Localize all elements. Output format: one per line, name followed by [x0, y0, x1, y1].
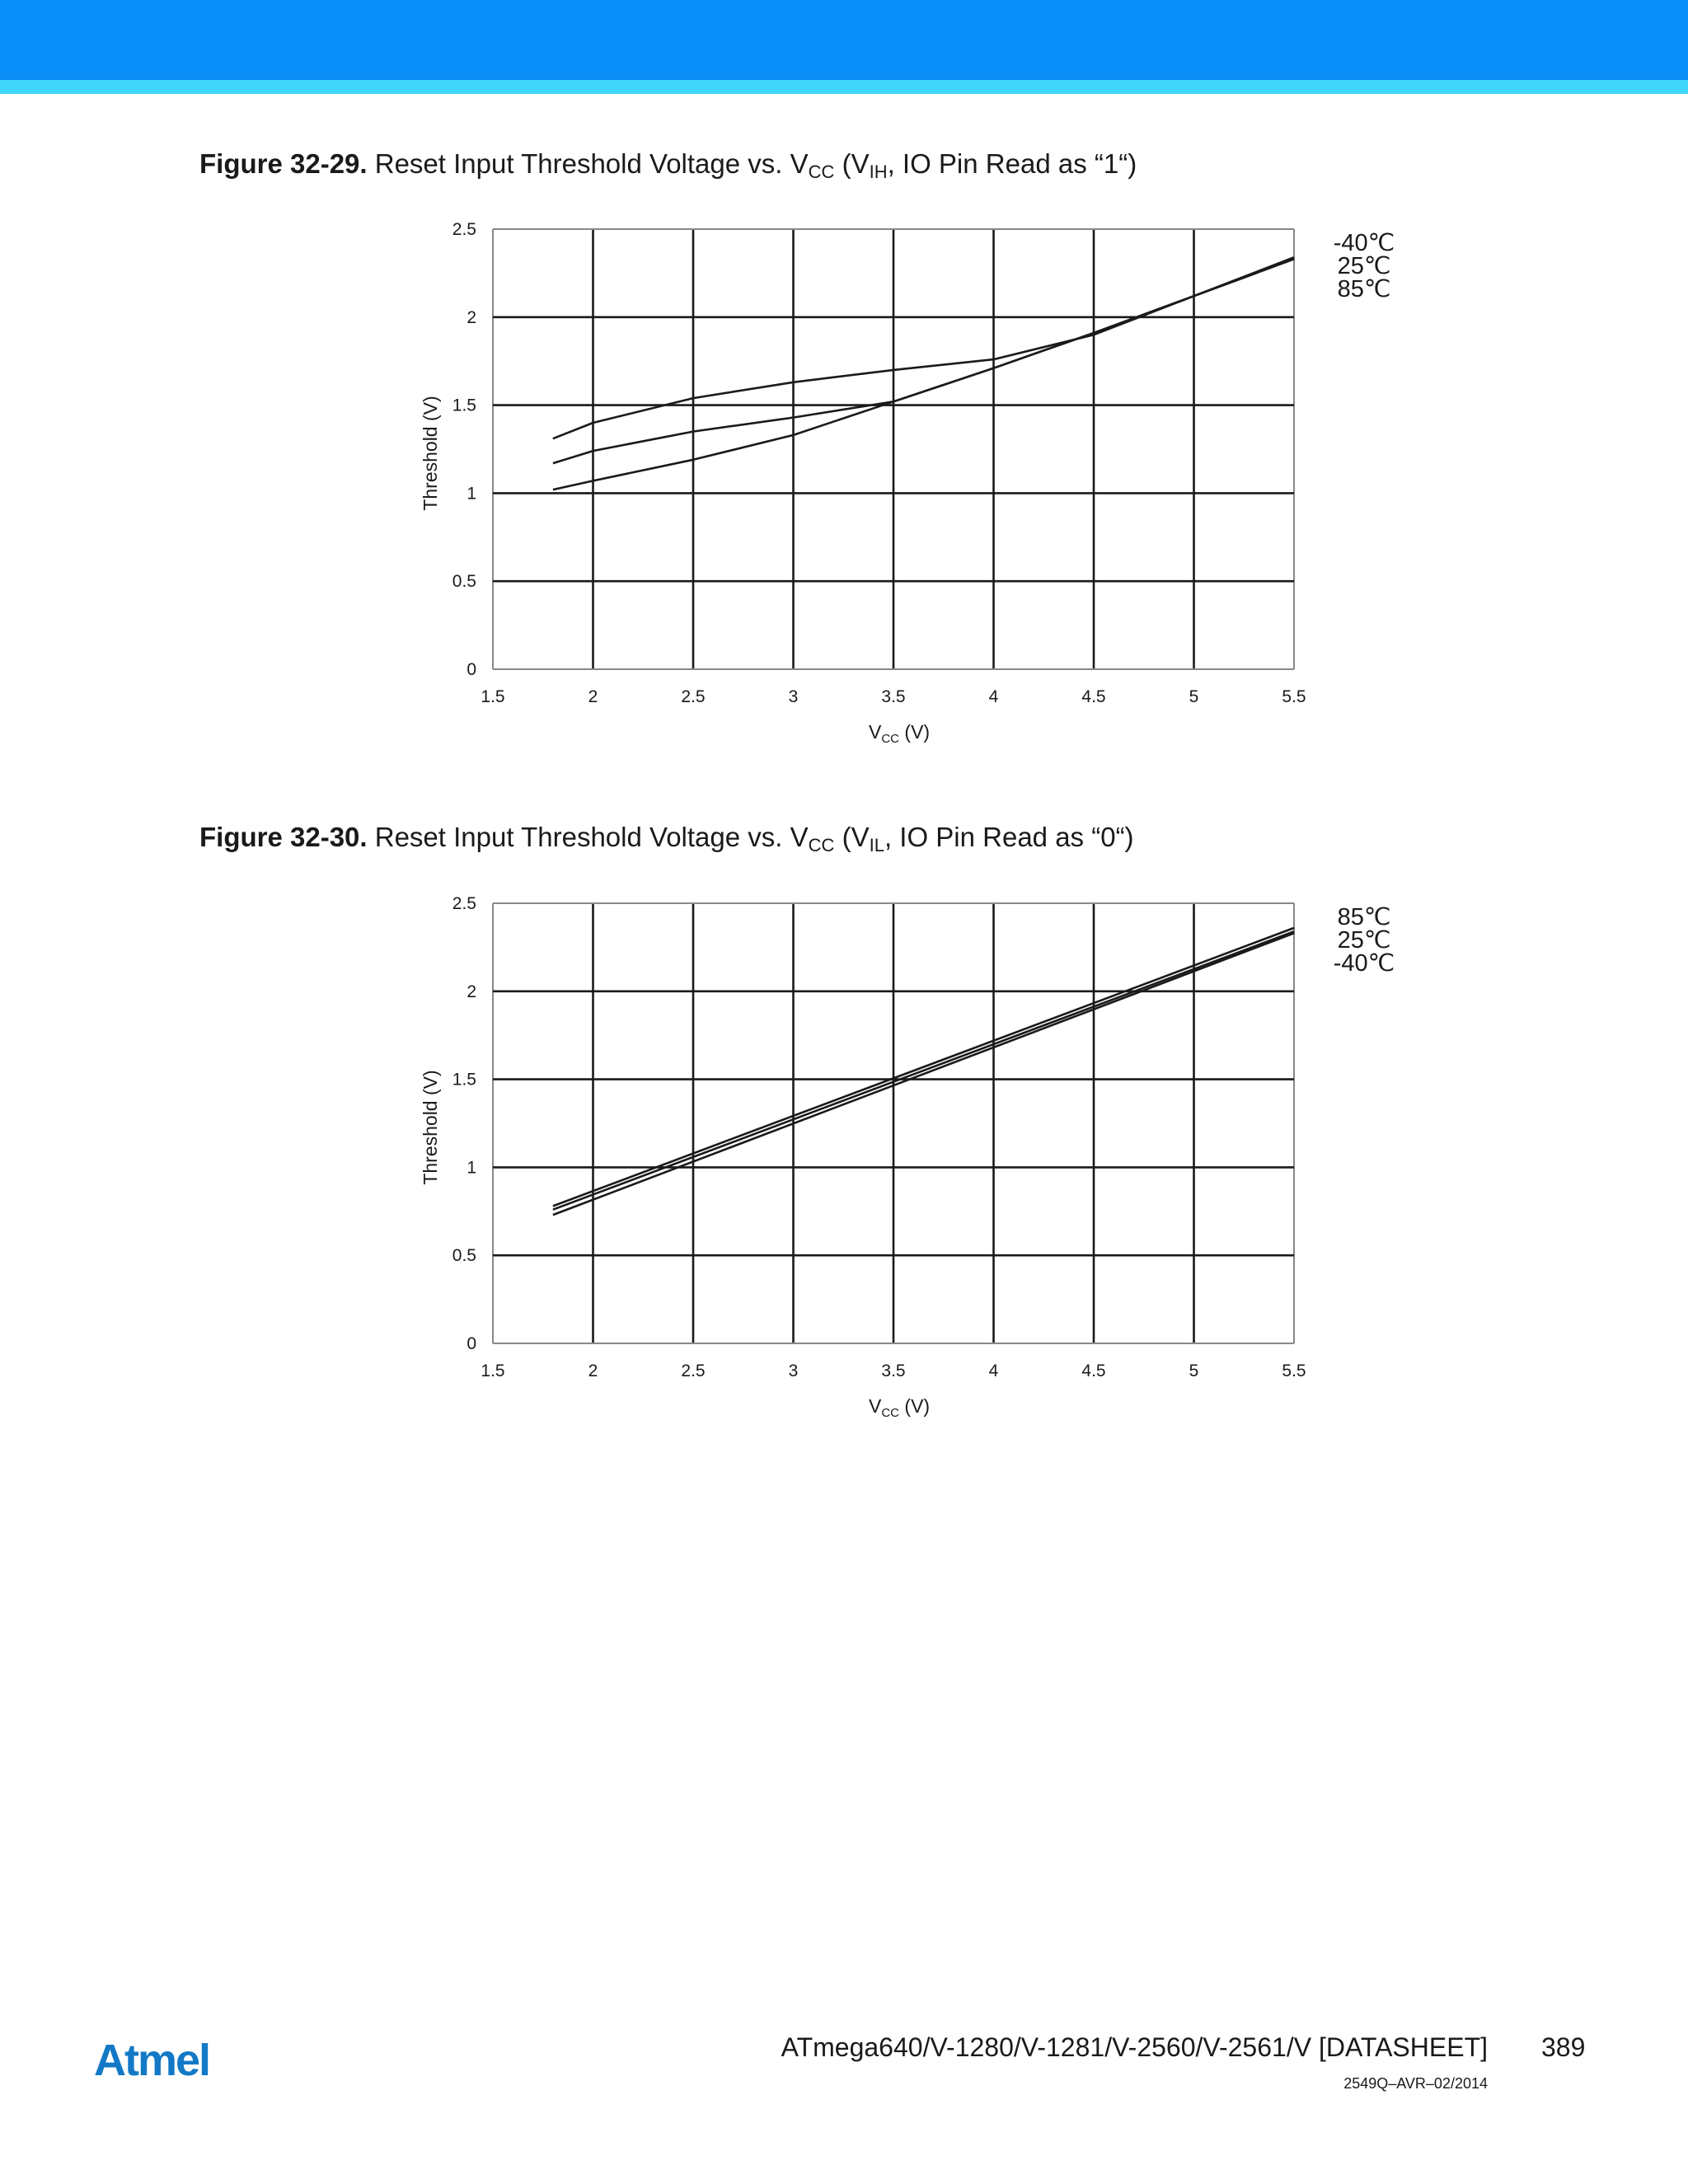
x-tick-label: 4.5 [1081, 1361, 1106, 1380]
legend-label: 85℃ [1337, 276, 1391, 302]
y-tick-label: 0 [467, 1334, 476, 1353]
x-axis-label [869, 721, 930, 746]
x-axis-label-unit: (V) [899, 721, 931, 743]
x-tick-label: 4 [988, 1361, 999, 1380]
figure-title-part: Reset Input Threshold Voltage vs. V [374, 148, 809, 179]
y-tick-label: 0 [467, 660, 476, 679]
page-number: 389 [1541, 2032, 1586, 2062]
legend-label: -40℃ [1333, 950, 1395, 977]
y-tick-label: 1.5 [452, 396, 476, 415]
y-tick-label: 2 [467, 307, 476, 327]
y-tick-label: 1 [467, 1158, 476, 1178]
y-tick-label: 2 [467, 982, 476, 1001]
x-tick-label: 1.5 [481, 1361, 505, 1380]
x-tick-label: 2.5 [681, 1361, 706, 1380]
legend-label: 85℃ [1337, 904, 1391, 930]
legend-label: 25℃ [1337, 253, 1391, 279]
x-tick-label: 3.5 [881, 1361, 906, 1380]
y-tick-label: 0.5 [452, 572, 476, 592]
x-tick-label: 4.5 [1081, 687, 1106, 706]
figure-title-sub: CC [808, 835, 835, 855]
header-bar-stripe [0, 80, 1688, 94]
atmel-logo [94, 2036, 242, 2085]
figure-title-sub: CC [808, 162, 835, 182]
y-axis-label: Threshold (V) [420, 1070, 441, 1185]
x-axis-label-sub: CC [881, 732, 900, 746]
y-tick-label: 2.5 [452, 220, 476, 239]
series-line [553, 928, 1294, 1207]
figure-label: Figure 32-30. [199, 822, 368, 852]
figure-label: Figure 32-29. [199, 148, 368, 179]
figure-title-part: , IO Pin Read as “1“) [887, 148, 1137, 179]
figure-title-part: , IO Pin Read as “0“) [884, 822, 1134, 852]
figure-title-sub: IL [869, 835, 884, 855]
document-title: ATmega640/V-1280/V-1281/V-2560/V-2561/V [DATASHEET] [781, 2032, 1488, 2062]
legend-label: -40℃ [1333, 230, 1395, 256]
x-axis-label-main: V [869, 1395, 882, 1417]
series-line [553, 933, 1294, 1215]
x-tick-label: 2 [588, 1361, 598, 1380]
x-tick-label: 2.5 [681, 687, 706, 706]
y-tick-label: 1 [467, 484, 476, 504]
series-line [553, 259, 1294, 463]
document-code: 2549Q–AVR–02/2014 [1343, 2075, 1488, 2092]
chart-vil-svg [0, 888, 1688, 1432]
atmel-logo-text: Atmel [94, 2036, 210, 2085]
y-axis-label: Threshold (V) [420, 396, 441, 511]
figure-title-part: (V [834, 822, 870, 852]
x-axis-label-sub: CC [881, 1406, 900, 1420]
x-tick-label: 5.5 [1282, 687, 1306, 706]
header-bar-main [0, 0, 1688, 80]
figure-title-part: (V [834, 148, 870, 179]
series-line [553, 259, 1294, 490]
x-tick-label: 3 [788, 687, 799, 706]
chart-vih [0, 214, 1688, 758]
x-tick-label: 5 [1189, 687, 1199, 706]
chart-vih-svg [0, 214, 1688, 758]
chart-vil [0, 888, 1688, 1432]
header-bar [0, 0, 1688, 80]
y-tick-label: 1.5 [452, 1070, 476, 1090]
x-axis-label-main: V [869, 721, 882, 743]
x-tick-label: 4 [988, 687, 999, 706]
x-tick-label: 3.5 [881, 687, 906, 706]
figure-caption-32-29 [199, 148, 1137, 183]
x-tick-label: 3 [788, 1361, 799, 1380]
x-tick-label: 2 [588, 687, 598, 706]
figure-title-sub: IH [869, 162, 888, 182]
x-tick-label: 5 [1189, 1361, 1199, 1380]
x-tick-label: 5.5 [1282, 1361, 1306, 1380]
x-axis-label [869, 1395, 930, 1420]
figure-title-part: Reset Input Threshold Voltage vs. V [374, 822, 809, 852]
legend-label: 25℃ [1337, 927, 1391, 954]
figure-caption-32-30 [199, 822, 1134, 856]
y-tick-label: 0.5 [452, 1246, 476, 1266]
y-tick-label: 2.5 [452, 894, 476, 913]
series-line [553, 257, 1294, 438]
x-axis-label-unit: (V) [899, 1395, 931, 1417]
x-tick-label: 1.5 [481, 687, 505, 706]
